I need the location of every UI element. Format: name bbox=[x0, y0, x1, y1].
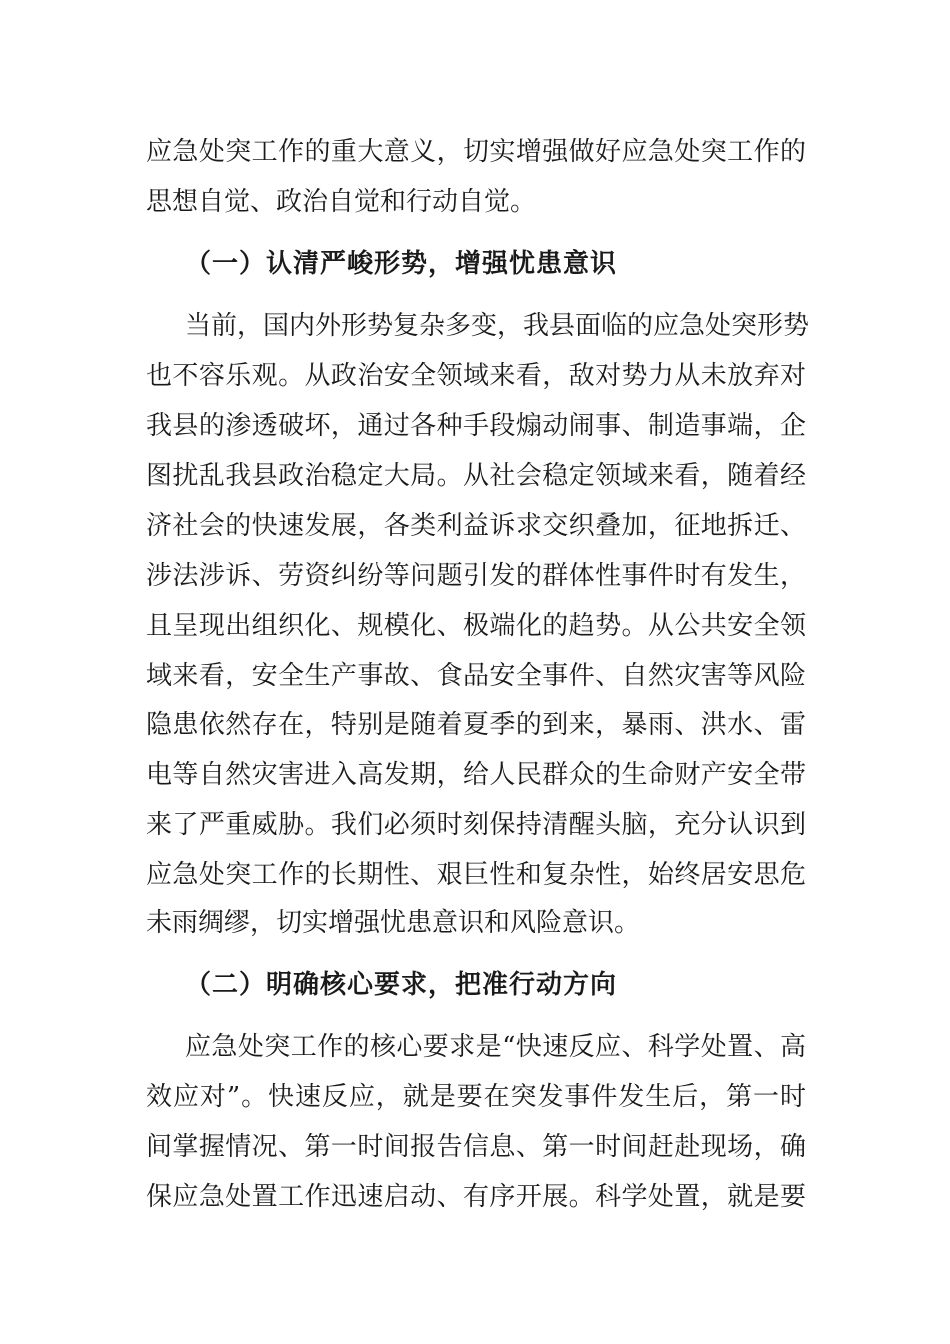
section-2-line: 应急处突工作的核心要求是“快速反应、科学处置、高 bbox=[185, 1032, 806, 1062]
section-2-line: 间掌握情况、第一时间报告信息、第一时间赶赴现场，确 bbox=[146, 1132, 806, 1162]
section-2-heading: （二）明确核心要求，把准行动方向 bbox=[185, 970, 618, 1000]
section-2-line: 保应急处置工作迅速启动、有序开展。科学处置，就是要 bbox=[146, 1182, 806, 1212]
section-1-line: 电等自然灾害进入高发期，给人民群众的生命财产安全带 bbox=[146, 760, 806, 790]
section-1-line: 来了严重威胁。我们必须时刻保持清醒头脑，充分认识到 bbox=[146, 810, 806, 840]
section-1-line: 未雨绸缪，切实增强忧患意识和风险意识。 bbox=[146, 908, 641, 938]
section-1-line: 且呈现出组织化、规模化、极端化的趋势。从公共安全领 bbox=[146, 611, 806, 641]
section-1-line: 也不容乐观。从政治安全领域来看，敌对势力从未放弃对 bbox=[146, 361, 806, 391]
section-1-line: 应急处突工作的长期性、艰巨性和复杂性，始终居安思危 bbox=[146, 860, 806, 890]
section-1-line: 当前，国内外形势复杂多变，我县面临的应急处突形势 bbox=[185, 311, 810, 341]
section-1-heading: （一）认清严峻形势，增强忧患意识 bbox=[185, 249, 618, 279]
section-1-line: 济社会的快速发展，各类利益诉求交织叠加，征地拆迁、 bbox=[146, 511, 806, 541]
section-1-line: 隐患依然存在，特别是随着夏季的到来，暴雨、洪水、雷 bbox=[146, 710, 806, 740]
section-1-line: 我县的渗透破坏，通过各种手段煽动闹事、制造事端，企 bbox=[146, 411, 806, 441]
section-2-line: 效应对”。快速反应，就是要在突发事件发生后，第一时 bbox=[146, 1082, 806, 1112]
section-1-line: 涉法涉诉、劳资纠纷等问题引发的群体性事件时有发生， bbox=[146, 561, 806, 591]
section-1-line: 图扰乱我县政治稳定大局。从社会稳定领域来看，随着经 bbox=[146, 461, 806, 491]
intro-line-2: 思想自觉、政治自觉和行动自觉。 bbox=[146, 187, 537, 217]
intro-line-1: 应急处突工作的重大意义，切实增强做好应急处突工作的 bbox=[146, 137, 806, 167]
section-1-line: 域来看，安全生产事故、食品安全事件、自然灾害等风险 bbox=[146, 661, 806, 691]
